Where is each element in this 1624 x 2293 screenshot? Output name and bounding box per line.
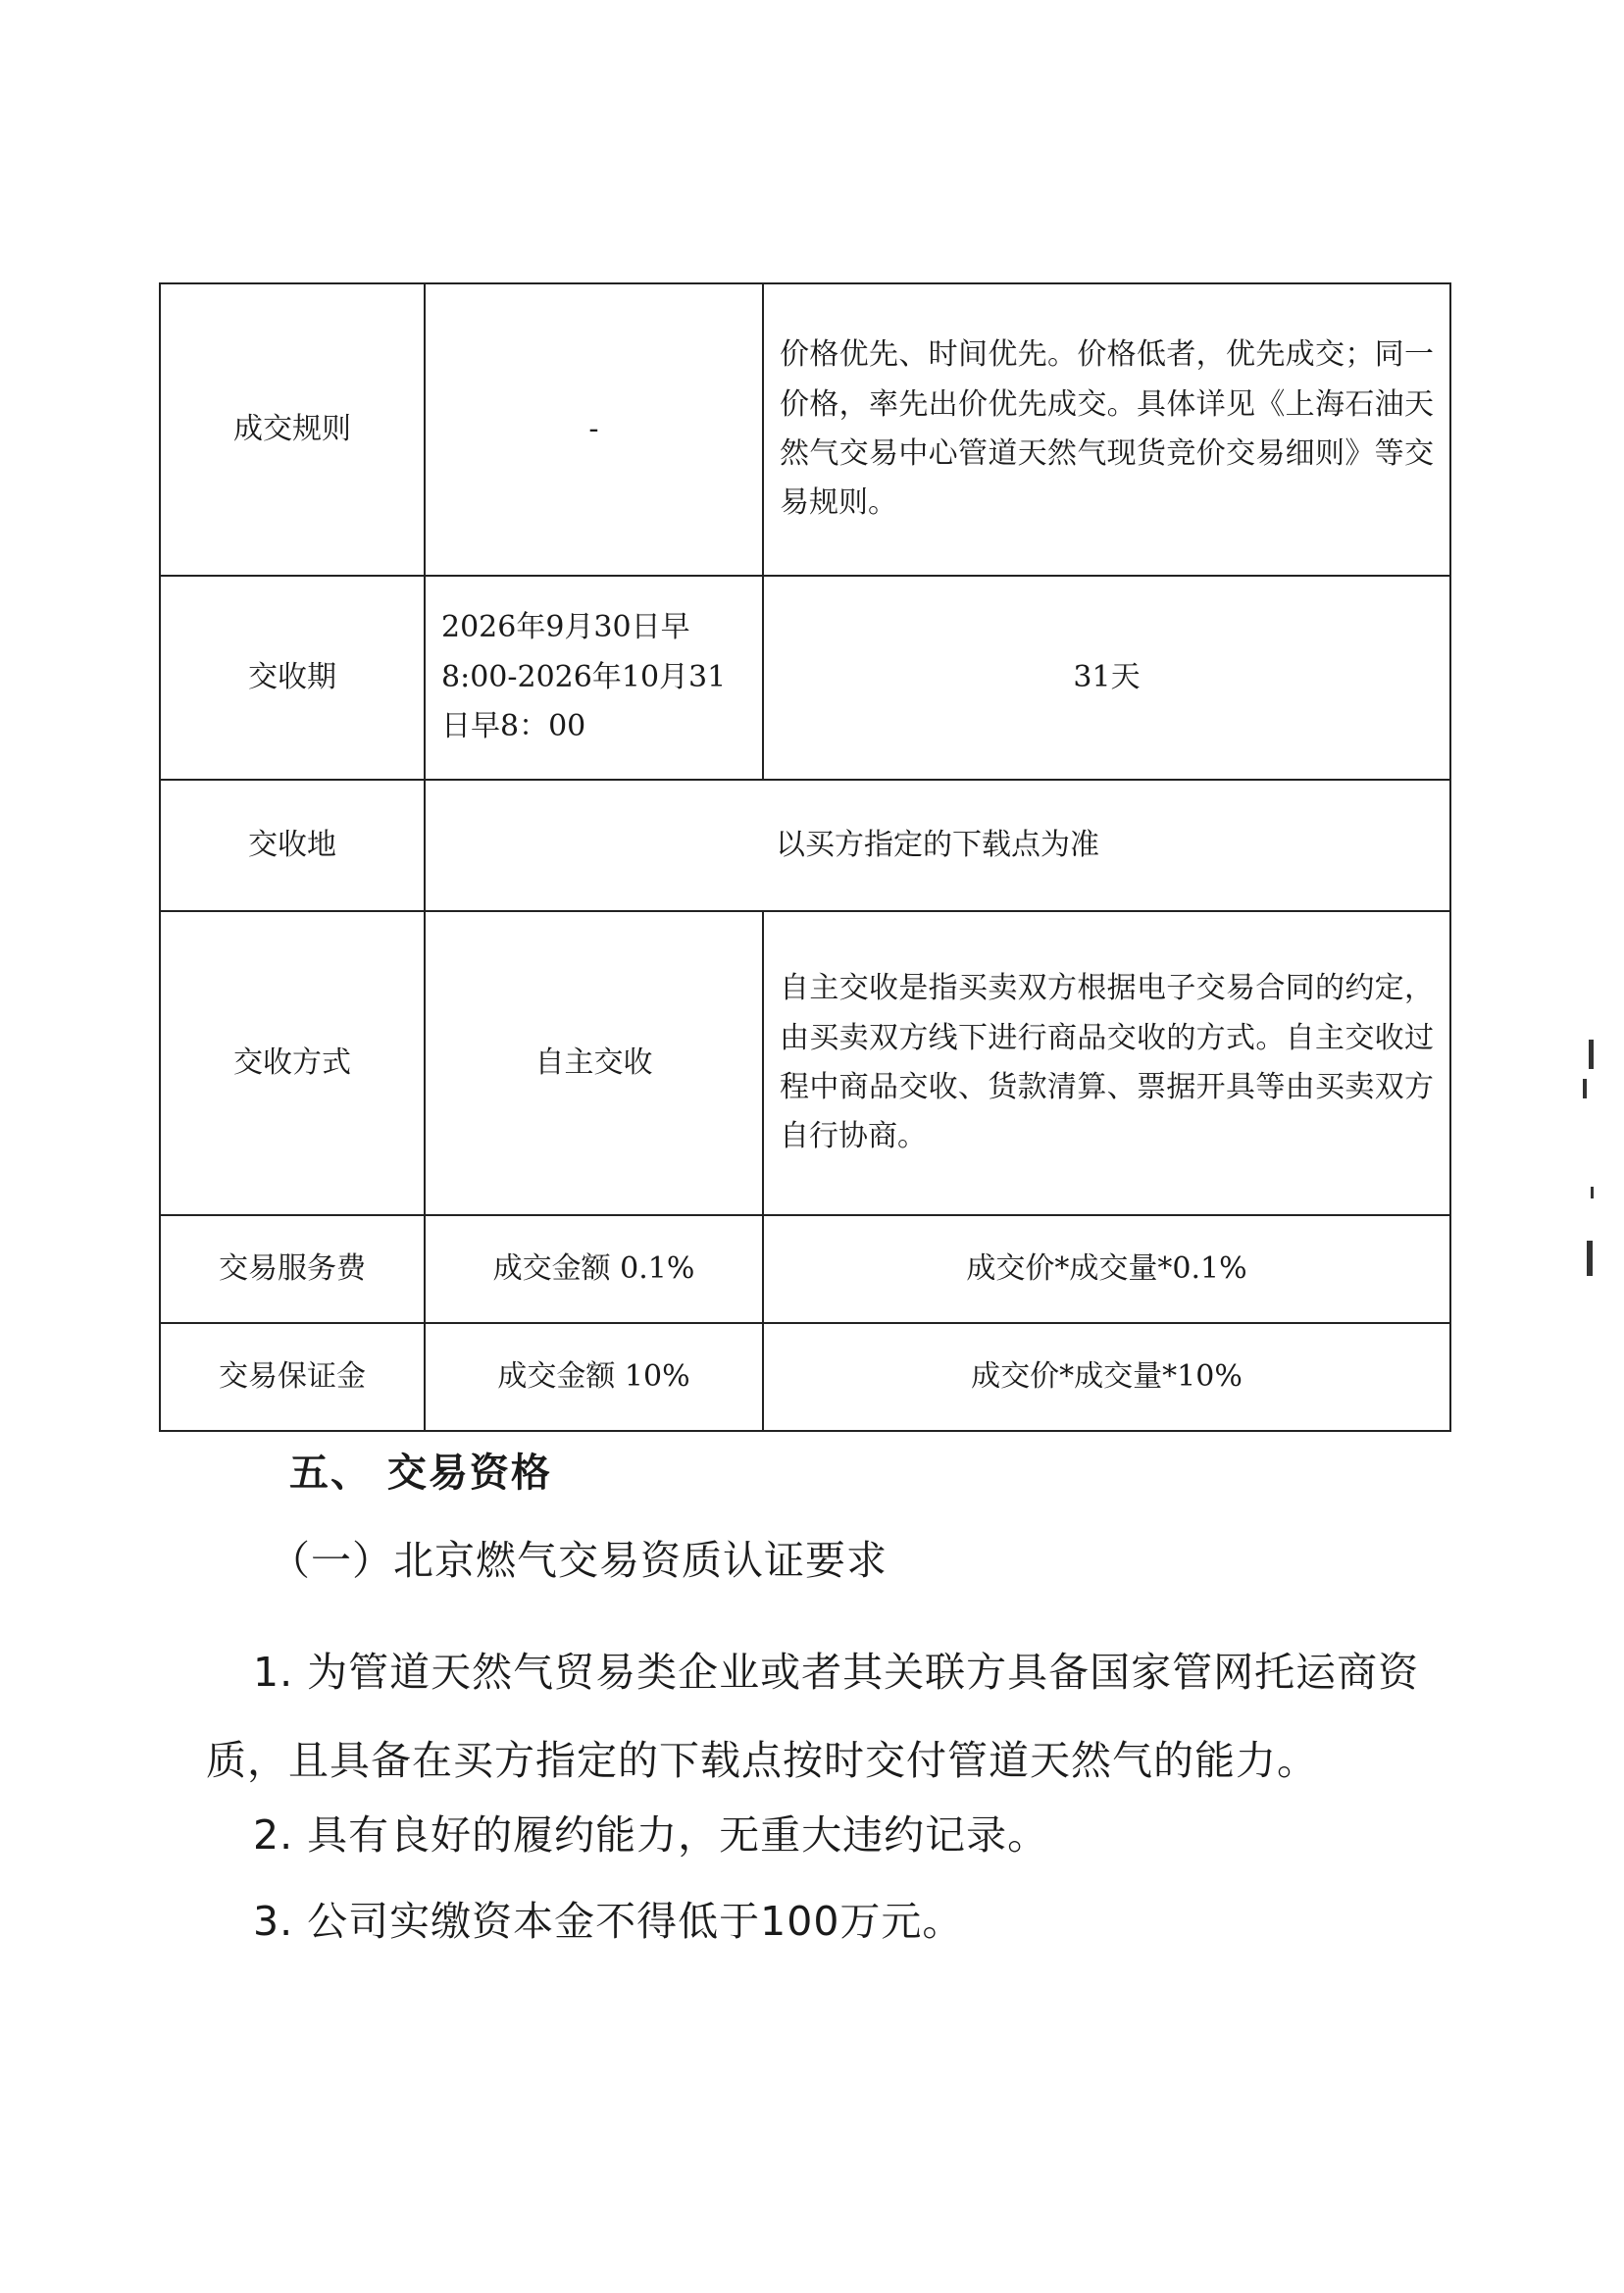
scan-mark [1587, 1241, 1593, 1276]
delivery-period-range: 2026年9月30日早8:00-2026年10月31日早8：00 [425, 576, 763, 780]
margin-rate: 成交金额 10% [425, 1323, 763, 1431]
trade-rule-value: - [425, 283, 763, 576]
requirement-item-3: 3. 公司实缴资本金不得低于100万元。 [253, 1898, 964, 1945]
delivery-method-detail: 自主交收是指买卖双方根据电子交易合同的约定，由买卖双方线下进行商品交收的方式。自主交收过程中商品交收、货款清算、票据开具等由买卖双方自行协商。 [763, 911, 1450, 1215]
service-fee-formula: 成交价*成交量*0.1% [763, 1215, 1450, 1323]
table-row [160, 1323, 1450, 1431]
scan-mark [1589, 1040, 1594, 1069]
section-heading: 五、 交易资格 [289, 1450, 552, 1496]
row-label-trade-rule: 成交规则 [160, 283, 425, 576]
delivery-period-days: 31天 [763, 576, 1450, 780]
row-label-margin: 交易保证金 [160, 1323, 425, 1431]
margin-formula: 成交价*成交量*10% [763, 1323, 1450, 1431]
delivery-method-value: 自主交收 [425, 911, 763, 1215]
subsection-heading: （一）北京燃气交易资质认证要求 [270, 1537, 888, 1584]
row-label-delivery-period: 交收期 [160, 576, 425, 780]
trade-rule-detail: 价格优先、时间优先。价格低者，优先成交；同一价格，率先出价优先成交。具体详见《上海石油天然气交易中心管道天然气现货竞价交易细则》等交易规则。 [763, 283, 1450, 576]
trade-spec-table [159, 282, 1451, 1432]
table-row [160, 911, 1450, 1215]
row-label-service-fee: 交易服务费 [160, 1215, 425, 1323]
table-row [160, 283, 1450, 576]
table-row [160, 1215, 1450, 1323]
row-label-delivery-method: 交收方式 [160, 911, 425, 1215]
table-row [160, 780, 1450, 911]
table-row [160, 576, 1450, 780]
requirement-item-1: 1. 为管道天然气贸易类企业或者其关联方具备国家管网托运商资质，且具备在买方指定的下载点按时交付管道天然气的能力。 [206, 1649, 1420, 1784]
service-fee-rate: 成交金额 0.1% [425, 1215, 763, 1323]
delivery-place-value: 以买方指定的下载点为准 [425, 780, 1450, 911]
requirement-item-2: 2. 具有良好的履约能力，无重大违约记录。 [253, 1811, 1049, 1859]
scan-mark [1591, 1187, 1594, 1198]
scan-mark [1583, 1079, 1587, 1098]
row-label-delivery-place: 交收地 [160, 780, 425, 911]
